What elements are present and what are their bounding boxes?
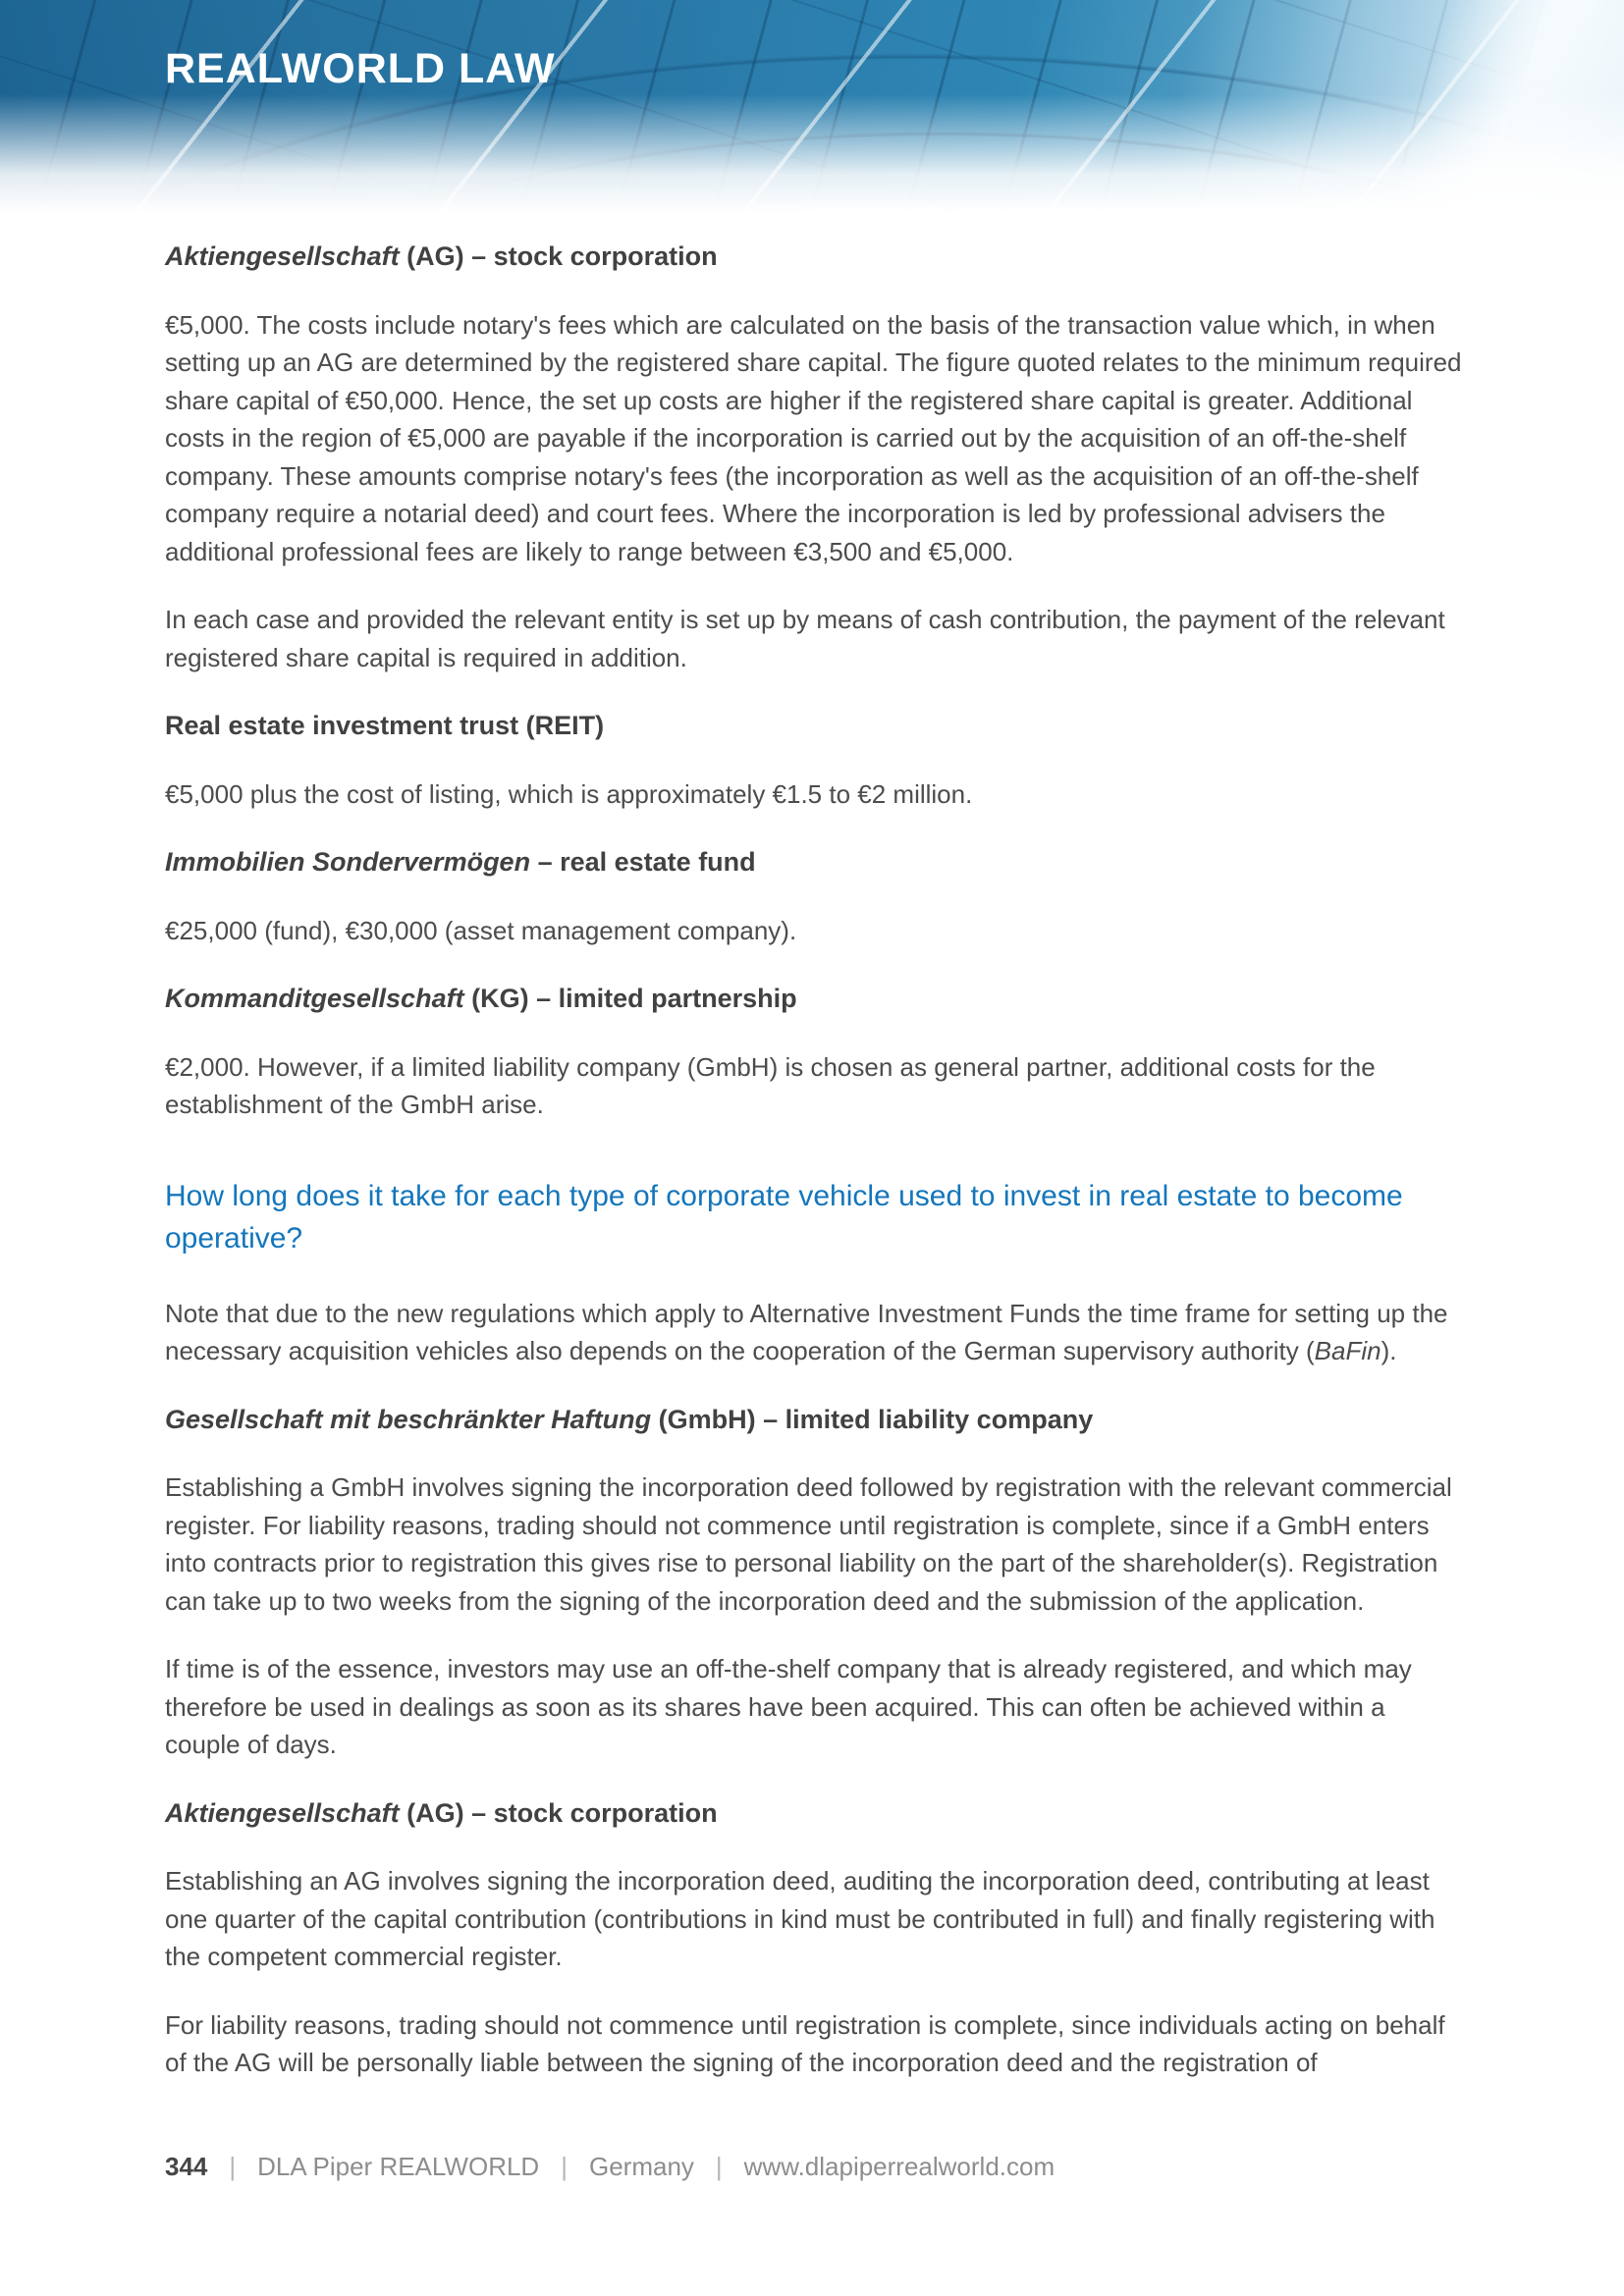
text-run: (AG) – stock corporation [399, 241, 718, 271]
document-body [0, 212, 1624, 2082]
footer-country: Germany [588, 2152, 694, 2181]
text-run: (KG) – limited partnership [463, 984, 797, 1013]
text-run: €5,000 plus the cost of listing, which is approximately €1.5 to €2 million. [165, 778, 973, 809]
body-paragraph [165, 912, 1467, 950]
text-run: Aktiengesellschaft [165, 1797, 400, 1828]
text-run: ). [1380, 1336, 1397, 1365]
text-run: Real estate investment trust (REIT) [165, 711, 605, 740]
section-heading [165, 843, 1467, 881]
page-footer [165, 2152, 1055, 2182]
text-run: Establishing a GmbH involves signing the incorporation deed followed by registration with the relevant commercial register. For liability reasons, trading should not commence until registration is complete, since if a GmbH enters into contracts prior to registration this gives rise to personal liability on the part of the shareholder(s). Registration can take up to two weeks from the signing of the incorporation deed and the submission of the application. [165, 1472, 1452, 1616]
text-run: €2,000. However, if a limited liability company (GmbH) is chosen as general partner, additional costs for the establishment of the GmbH arise. [165, 1051, 1376, 1119]
page-number: 344 [165, 2152, 208, 2181]
body-paragraph [165, 775, 1467, 814]
body-paragraph [165, 1468, 1467, 1620]
text-run: €5,000. The costs include notary's fees which are calculated on the basis of the transaction value which, in when setting up an AG are determined by the registered share capital. The figure quoted relates to the minimum required share capital of €50,000. Hence, the set up costs are higher if the registered share capital is greater. Additional costs in the region of €5,000 are payable if the incorporation is carried out by the acquisition of an off-the-shelf company. These amounts comprise notary's fees (the incorporation as well as the acquisition of an off-the-shelf company require a notarial deed) and court fees. Where the incorporation is led by professional advisers the additional professional fees are likely to range between €3,500 and €5,000. [165, 309, 1462, 566]
body-paragraph [165, 1048, 1467, 1124]
text-run: How long does it take for each type of corporate vehicle used to invest in real estate to become operative? [165, 1179, 1403, 1255]
footer-separator: | [561, 2152, 568, 2181]
body-paragraph [165, 1295, 1467, 1370]
text-run: If time is of the essence, investors may use an off-the-shelf company that is already registered, and which may therefore be used in dealings as soon as its shares have been acquired. This can often be achieved within a couple of days. [165, 1654, 1412, 1759]
body-paragraph [165, 1862, 1467, 1976]
text-run: – real estate fund [530, 847, 756, 877]
question-heading [165, 1175, 1467, 1259]
text-run: (AG) – stock corporation [399, 1797, 718, 1828]
section-heading [165, 1401, 1467, 1439]
text-run: Aktiengesellschaft [165, 241, 400, 271]
header-banner-image [0, 0, 1624, 212]
text-run: In each case and provided the relevant entity is set up by means of cash contribution, the payment of the relevant registered share capital is required in addition. [165, 605, 1445, 672]
text-run: BaFin [1314, 1336, 1381, 1365]
text-run: €25,000 (fund), €30,000 (asset management company). [165, 915, 797, 945]
footer-separator: | [229, 2152, 237, 2181]
text-run: Note that due to the new regulations which apply to Alternative Investment Funds the time frame for setting up the necessary acquisition vehicles also depends on the cooperation of the German supervisory authority ( [165, 1298, 1448, 1365]
section-heading [165, 1794, 1467, 1833]
body-paragraph [165, 2006, 1467, 2082]
section-heading [165, 707, 1467, 745]
text-run: (GmbH) – limited liability company [651, 1404, 1094, 1434]
footer-website-link[interactable]: www.dlapiperrealworld.com [743, 2152, 1056, 2181]
footer-separator: | [715, 2152, 723, 2181]
section-heading [165, 238, 1467, 276]
text-run: Kommanditgesellschaft [165, 984, 464, 1013]
body-paragraph [165, 601, 1467, 676]
text-run: Immobilien Sondervermögen [165, 847, 531, 877]
text-run: For liability reasons, trading should not commence until registration is complete, since individuals acting on behalf of the AG will be personally liable between the signing of the incorporation deed and the registration of [165, 2009, 1445, 2077]
page-title: REALWORLD LAW [165, 45, 556, 92]
footer-brand: DLA Piper REALWORLD [257, 2152, 540, 2181]
text-run: Establishing an AG involves signing the incorporation deed, auditing the incorporation deed, contributing at least one quarter of the capital contribution (contributions in kind must be contributed in full) and finally registering with the competent commercial register. [165, 1866, 1435, 1971]
body-paragraph [165, 306, 1467, 571]
text-run: Gesellschaft mit beschränkter Haftung [165, 1404, 652, 1434]
body-paragraph [165, 1650, 1467, 1764]
section-heading [165, 980, 1467, 1018]
